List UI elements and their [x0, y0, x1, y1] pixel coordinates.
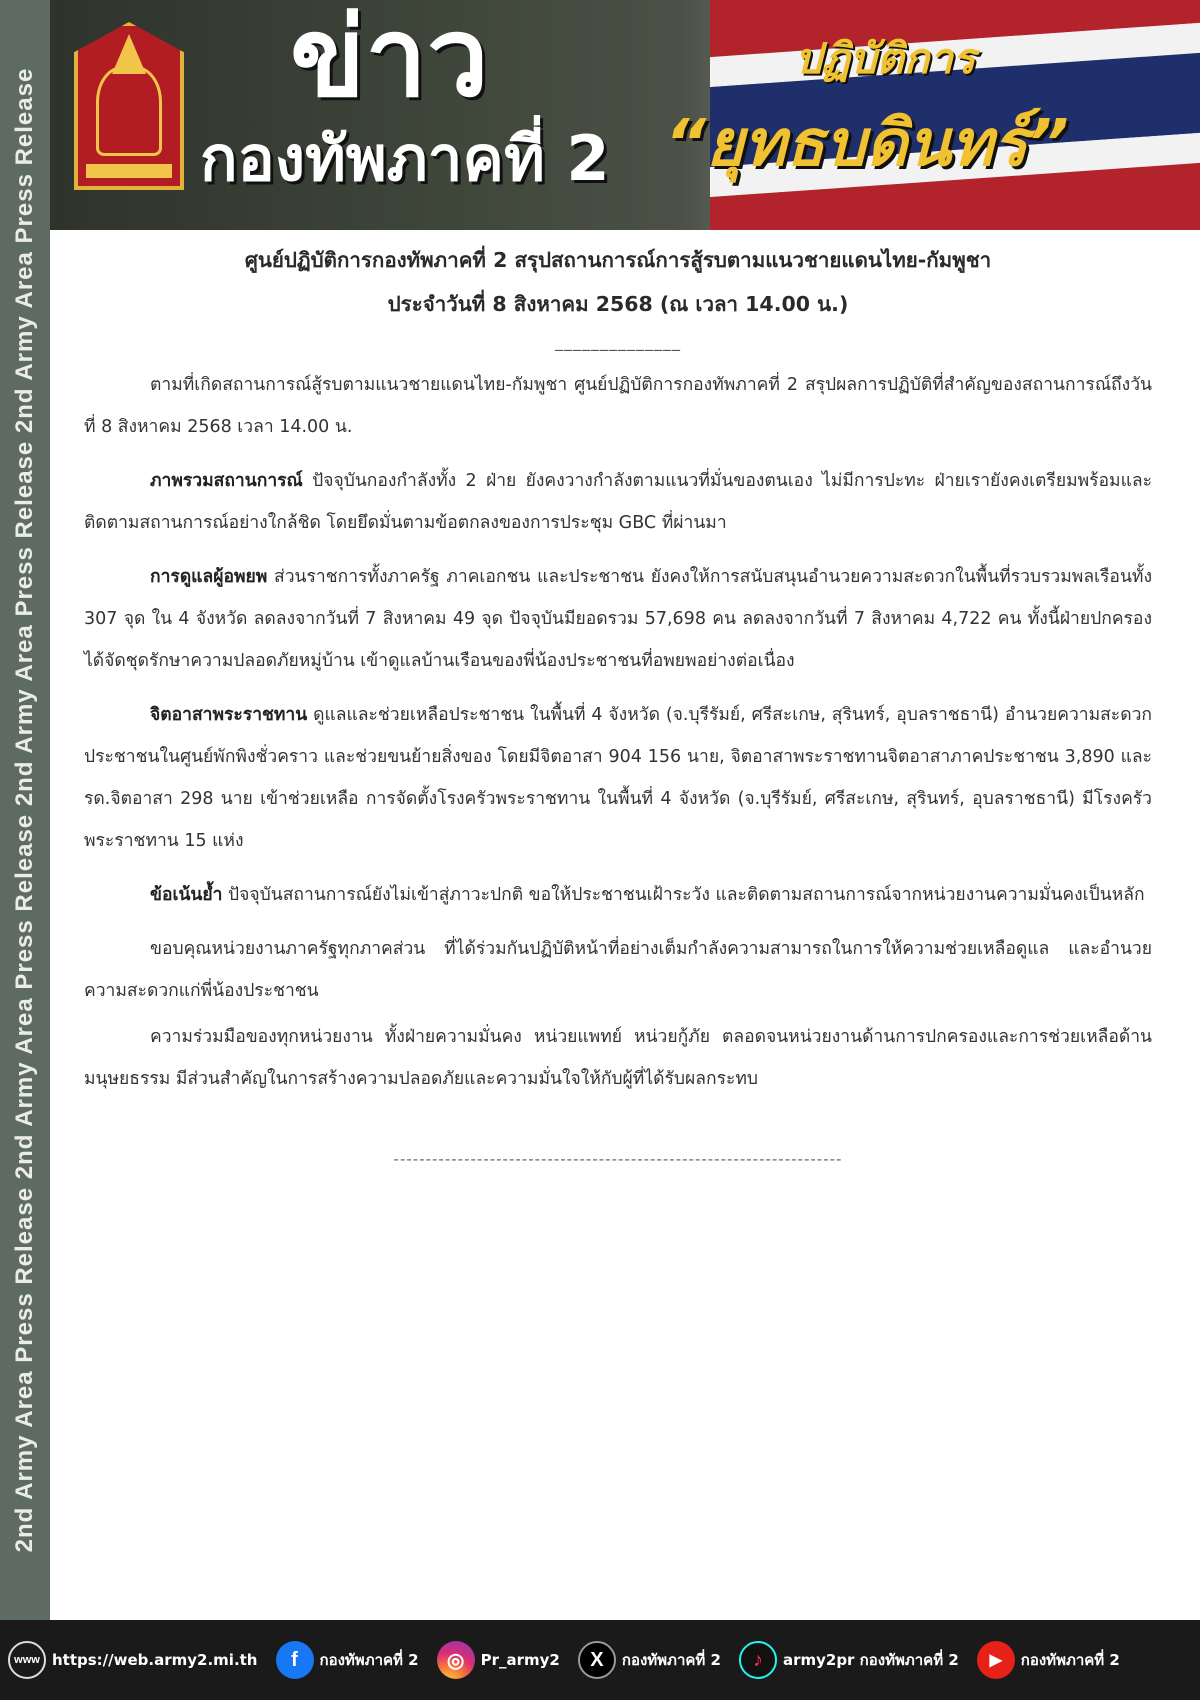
emphasis-lead: ข้อเน้นย้ำ — [150, 885, 223, 905]
globe-icon: www — [8, 1641, 46, 1679]
header-banner — [50, 0, 1200, 230]
document-date: ประจำวันที่ 8 สิงหาคม 2568 (ณ เวลา 14.00 น.) — [387, 292, 849, 316]
thanks-paragraph: ขอบคุณหน่วยงานภาครัฐทุกภาคส่วน ที่ได้ร่วมกันปฏิบัติหน้าที่อย่างเต็มกำลังความสามารถในการให้ความช่วยเหลือดูแล และอำนวยความสะดวกแก่พี่น้องประชาชน — [84, 939, 1152, 1001]
footer-website[interactable] — [8, 1641, 258, 1679]
side-strip-text: 2nd Army Area Press Release 2nd Army Area Press Release 2nd Army Area Press Release 2nd Army Area Press Release — [11, 67, 38, 1553]
overview-lead: ภาพรวมสถานการณ์ — [150, 471, 303, 491]
press-release-body — [84, 238, 1152, 1168]
emphasis-paragraph — [84, 874, 1152, 916]
footer-facebook[interactable] — [276, 1641, 419, 1679]
emphasis-text: ปัจจุบันสถานการณ์ยังไม่เข้าสู่ภาวะปกติ ขอให้ประชาชนเฝ้าระวัง และติดตามสถานการณ์จากหน่วยงานความมั่นคงเป็นหลัก — [222, 885, 1145, 905]
evacuee-paragraph — [84, 556, 1152, 682]
evacuee-lead: การดูแลผู้อพยพ — [150, 567, 268, 587]
footer-x[interactable] — [578, 1641, 721, 1679]
tiktok-icon: ♪ — [739, 1641, 777, 1679]
side-strip — [0, 0, 50, 1620]
facebook-icon: f — [276, 1641, 314, 1679]
overview-paragraph — [84, 460, 1152, 544]
footer-facebook-label: กองทัพภาคที่ 2 — [319, 1651, 419, 1669]
footer-x-label: กองทัพภาคที่ 2 — [621, 1651, 721, 1669]
footer-instagram-label: Pr_army2 — [480, 1651, 560, 1669]
footer-website-label: https://web.army2.mi.th — [52, 1651, 258, 1669]
volunteer-text: ดูแลและช่วยเหลือประชาชน ในพื้นที่ 4 จังหวัด (จ.บุรีรัมย์, ศรีสะเกษ, สุรินทร์, อุบลราชธานี) อำนวยความสะดวกประชาชนในศูนย์พักพิงชั่วคราว และช่วยขนย้ายสิ่งของ โดยมีจิตอาสา 904 156 นาย, จิตอาสาพระราชทานจิตอาสาภาคประชาชน 3,890 และ รด.จิตอาสา 298 นาย เข้าช่วยเหลือ การจัดตั้งโรงครัวพระราชทาน ในพื้นที่ 4 จังหวัด (จ.บุรีรัมย์, ศรีสะเกษ, สุรินทร์, อุบลราชธานี) มีโรงครัวพระราชทาน 15 แห่ง — [84, 705, 1152, 851]
army-emblem-icon — [74, 22, 184, 190]
header-operation-name: “ยุทธบดินทร์” — [665, 107, 1069, 181]
header-operation-label: ปฏิบัติการ — [795, 34, 976, 83]
title-separator: ______________ — [555, 332, 681, 351]
volunteer-paragraph — [84, 694, 1152, 862]
footer-youtube[interactable] — [977, 1641, 1120, 1679]
youtube-icon: ▶ — [977, 1641, 1015, 1679]
volunteer-lead: จิตอาสาพระราชทาน — [150, 705, 308, 725]
cooperation-paragraph: ความร่วมมือของทุกหน่วยงาน ทั้งฝ่ายความมั่นคง หน่วยแพทย์ หน่วยกู้ภัย ตลอดจนหน่วยงานด้านการปกครองและการช่วยเหลือด้านมนุษยธรรม มีส่วนสำคัญในการสร้างความปลอดภัยและความมั่นใจให้กับผู้ที่ได้รับผลกระทบ — [84, 1027, 1152, 1089]
x-icon: X — [578, 1641, 616, 1679]
footer-bar — [0, 1620, 1200, 1700]
intro-paragraph: ตามที่เกิดสถานการณ์สู้รบตามแนวชายแดนไทย-กัมพูชา ศูนย์ปฏิบัติการกองทัพภาคที่ 2 สรุปผลการปฏิบัติที่สำคัญของสถานการณ์ถึงวันที่ 8 สิงหาคม 2568 เวลา 14.00 น. — [84, 375, 1152, 437]
footer-tiktok[interactable] — [739, 1641, 959, 1679]
evacuee-text: ส่วนราชการทั้งภาครัฐ ภาคเอกชน และประชาชน ยังคงให้การสนับสนุนอำนวยความสะดวกในพื้นที่รวบรวมพลเรือนทั้ง 307 จุด ใน 4 จังหวัด ลดลงจากวันที่ 7 สิงหาคม 49 จุด ปัจจุบันมียอดรวม 57,698 คน ลดลงจากวันที่ 7 สิงหาคม 4,722 คน ทั้งนี้ฝ่ายปกครองได้จัดชุดรักษาความปลอดภัยหมู่บ้าน เข้าดูแลบ้านเรือนของพี่น้องประชาชนที่อพยพอย่างต่อเนื่อง — [84, 567, 1152, 671]
header-army-title: กองทัพภาคที่ 2 — [200, 122, 610, 195]
footer-tiktok-label: army2pr กองทัพภาคที่ 2 — [782, 1651, 959, 1669]
end-separator: ---------------------------------------------------------------------- — [393, 1150, 843, 1168]
footer-youtube-label: กองทัพภาคที่ 2 — [1020, 1651, 1120, 1669]
instagram-icon: ◎ — [437, 1641, 475, 1679]
footer-instagram[interactable] — [437, 1641, 560, 1679]
header-news-title: ข่าว — [290, 0, 489, 121]
document-title: ศูนย์ปฏิบัติการกองทัพภาคที่ 2 สรุปสถานการณ์การสู้รบตามแนวชายแดนไทย-กัมพูชา — [244, 248, 992, 272]
overview-text: ปัจจุบันกองกำลังทั้ง 2 ฝ่าย ยังคงวางกำลังตามแนวที่มั่นของตนเอง ไม่มีการปะทะ ฝ่ายเรายังคงเตรียมพร้อมและติดตามสถานการณ์อย่างใกล้ชิด โดยยึดมั่นตามข้อตกลงของการประชุม GBC ที่ผ่านมา — [84, 471, 1152, 533]
